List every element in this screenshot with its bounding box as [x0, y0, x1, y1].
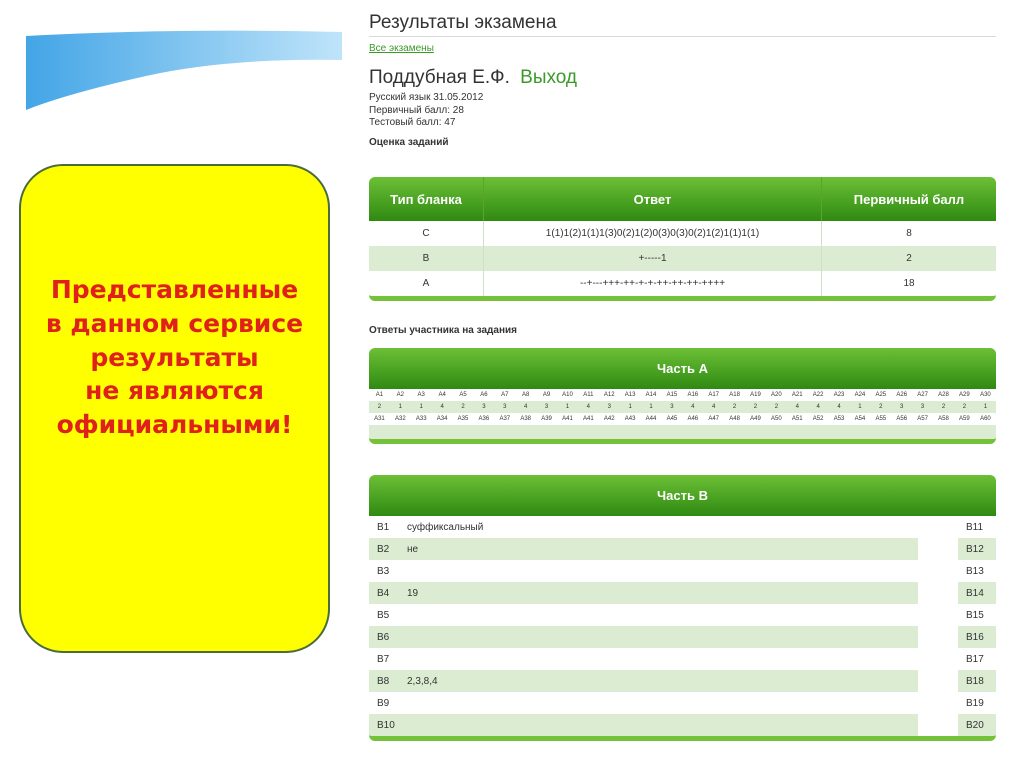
task-answer-cell: 1	[557, 401, 578, 413]
task-id-cell: B5	[369, 604, 407, 626]
task-id-cell: B3	[369, 560, 407, 582]
task-answer-cell	[407, 692, 918, 714]
task-answer-cell	[661, 425, 682, 439]
task-label-cell: A46	[682, 413, 703, 425]
task-label-cell: A57	[912, 413, 933, 425]
table-row	[369, 246, 996, 271]
part-b-table	[369, 475, 996, 741]
task-answer-cell: 2	[369, 401, 390, 413]
task-label-cell: A13	[620, 389, 641, 401]
part-a-labels-row	[369, 389, 996, 401]
task-answer-cell	[975, 425, 996, 439]
task-answer-cell: 4	[515, 401, 536, 413]
decorative-wave	[26, 28, 342, 110]
part-a-table	[369, 348, 996, 444]
task-answer-cell: 4	[432, 401, 453, 413]
task-label-cell: A18	[724, 389, 745, 401]
task-answer-cell: 3	[599, 401, 620, 413]
task-label-cell: A51	[787, 413, 808, 425]
task-answer-cell: 2	[870, 401, 891, 413]
all-exams-link[interactable]: Все экзамены	[369, 43, 434, 54]
task-id-cell: B2	[369, 538, 407, 560]
logout-link[interactable]: Выход	[520, 67, 578, 88]
notice-text: Представленные в данном сервисе результаты не являются официальными!	[45, 275, 304, 440]
task-id-cell: B7	[369, 648, 407, 670]
task-answer-cell: 2	[724, 401, 745, 413]
user-line	[369, 67, 996, 89]
task-label-cell: A42	[599, 413, 620, 425]
task-label-cell: A58	[933, 413, 954, 425]
subject-date: Русский язык 31.05.2012	[369, 92, 484, 103]
form-type-cell: B	[369, 246, 484, 271]
task-label-cell: A41	[578, 413, 599, 425]
table-row	[369, 221, 996, 246]
answer-cell: +-----1	[484, 246, 822, 271]
task-answer-cell: 3	[912, 401, 933, 413]
column-gap	[918, 516, 958, 538]
task-id-cell: B12	[958, 538, 996, 560]
task-label-cell: A22	[808, 389, 829, 401]
task-answer-cell	[912, 425, 933, 439]
task-answer-cell: 4	[808, 401, 829, 413]
part-a-values-row-2	[369, 425, 996, 439]
column-gap	[918, 714, 958, 736]
task-answer-cell	[407, 560, 918, 582]
page-title: Результаты экзамена	[369, 9, 996, 37]
column-gap	[918, 604, 958, 626]
table-row	[369, 604, 996, 626]
table-row	[369, 271, 996, 296]
task-answer-cell: 1	[641, 401, 662, 413]
task-id-cell: B16	[958, 626, 996, 648]
task-label-cell: A12	[599, 389, 620, 401]
task-answer-cell: 2,3,8,4	[407, 670, 918, 692]
task-answer-cell	[620, 425, 641, 439]
task-label-cell: A19	[745, 389, 766, 401]
task-label-cell: A50	[766, 413, 787, 425]
task-answer-cell	[515, 425, 536, 439]
table-row	[369, 692, 996, 714]
task-answer-cell: 2	[954, 401, 975, 413]
task-label-cell: A14	[641, 389, 662, 401]
task-label-cell: A5	[453, 389, 474, 401]
task-label-cell: A17	[703, 389, 724, 401]
task-id-cell: B11	[958, 516, 996, 538]
task-label-cell: A43	[620, 413, 641, 425]
task-answer-cell	[849, 425, 870, 439]
table-row	[369, 714, 996, 736]
task-answer-cell	[724, 425, 745, 439]
part-a-values-row	[369, 401, 996, 413]
task-answer-cell	[407, 604, 918, 626]
task-label-cell: A11	[578, 389, 599, 401]
task-label-cell: A7	[494, 389, 515, 401]
task-answer-cell	[787, 425, 808, 439]
task-answer-cell	[494, 425, 515, 439]
task-label-cell: A37	[494, 413, 515, 425]
task-label-cell: A45	[661, 413, 682, 425]
table-row	[369, 670, 996, 692]
task-answer-cell: 1	[849, 401, 870, 413]
task-label-cell: A33	[411, 413, 432, 425]
column-gap	[918, 692, 958, 714]
score-cell: 18	[822, 271, 997, 296]
table-row	[369, 560, 996, 582]
column-gap	[918, 560, 958, 582]
task-answer-cell	[432, 425, 453, 439]
table-row	[369, 582, 996, 604]
score-cell: 2	[822, 246, 997, 271]
table-row	[369, 538, 996, 560]
task-answer-cell: 4	[703, 401, 724, 413]
table-row	[369, 516, 996, 538]
task-answer-cell: 4	[829, 401, 850, 413]
form-type-cell: A	[369, 271, 484, 296]
task-answer-cell: 1	[390, 401, 411, 413]
task-answer-cell: 3	[891, 401, 912, 413]
task-label-cell: A10	[557, 389, 578, 401]
answer-cell: --+---+++-++-+-+-++-++-++-++++	[484, 271, 822, 296]
task-answer-cell	[954, 425, 975, 439]
task-answer-cell	[891, 425, 912, 439]
task-answer-cell	[390, 425, 411, 439]
task-label-cell: A53	[829, 413, 850, 425]
task-label-cell: A36	[473, 413, 494, 425]
task-answer-cell: 4	[787, 401, 808, 413]
task-id-cell: B9	[369, 692, 407, 714]
task-label-cell: A54	[849, 413, 870, 425]
task-answer-cell	[578, 425, 599, 439]
task-label-cell: A2	[390, 389, 411, 401]
task-answer-cell: 3	[661, 401, 682, 413]
col-form-type: Тип бланка	[390, 191, 462, 207]
task-id-cell: B20	[958, 714, 996, 736]
task-label-cell: A25	[870, 389, 891, 401]
task-answer-cell: 1	[975, 401, 996, 413]
task-answer-cell	[703, 425, 724, 439]
task-id-cell: B19	[958, 692, 996, 714]
task-label-cell: A6	[473, 389, 494, 401]
task-answer-cell: 3	[473, 401, 494, 413]
task-label-cell: A52	[808, 413, 829, 425]
task-label-cell: A4	[432, 389, 453, 401]
task-label-cell: A31	[369, 413, 390, 425]
task-answer-cell: 2	[453, 401, 474, 413]
test-score: Тестовый балл: 47	[369, 117, 456, 128]
task-answer-cell	[766, 425, 787, 439]
task-answer-cell: 19	[407, 582, 918, 604]
task-id-cell: B13	[958, 560, 996, 582]
task-label-cell: A16	[682, 389, 703, 401]
task-id-cell: B1	[369, 516, 407, 538]
column-gap	[918, 670, 958, 692]
task-label-cell: A34	[432, 413, 453, 425]
part-a-labels-row-2	[369, 413, 996, 425]
task-label-cell: A47	[703, 413, 724, 425]
user-name: Поддубная Е.Ф.	[369, 67, 510, 88]
col-primary-score: Первичный балл	[822, 177, 997, 221]
task-id-cell: B15	[958, 604, 996, 626]
task-label-cell: A15	[661, 389, 682, 401]
task-label-cell: A55	[870, 413, 891, 425]
task-answer-cell	[536, 425, 557, 439]
task-answer-cell	[870, 425, 891, 439]
task-answer-cell: суффиксальный	[407, 516, 918, 538]
task-label-cell: A9	[536, 389, 557, 401]
task-answer-cell: 4	[578, 401, 599, 413]
task-label-cell: A48	[724, 413, 745, 425]
task-answer-cell: 3	[494, 401, 515, 413]
task-answer-cell	[407, 648, 918, 670]
task-answer-cell	[557, 425, 578, 439]
task-answer-cell: 1	[620, 401, 641, 413]
table-row	[369, 648, 996, 670]
task-id-cell: B18	[958, 670, 996, 692]
task-answer-cell	[745, 425, 766, 439]
task-answer-cell	[407, 714, 918, 736]
primary-score: Первичный балл: 28	[369, 104, 464, 116]
task-answer-cell	[411, 425, 432, 439]
task-label-cell: A28	[933, 389, 954, 401]
task-label-cell: A59	[954, 413, 975, 425]
task-label-cell: A41	[557, 413, 578, 425]
task-label-cell: A27	[912, 389, 933, 401]
task-answer-cell: 2	[745, 401, 766, 413]
task-answer-cell	[933, 425, 954, 439]
form-type-cell: C	[369, 221, 484, 246]
task-answer-cell	[829, 425, 850, 439]
task-id-cell: B10	[369, 714, 407, 736]
part-a-title: Часть А	[369, 348, 996, 389]
task-answer-cell	[473, 425, 494, 439]
task-answer-cell: 1	[411, 401, 432, 413]
column-gap	[918, 648, 958, 670]
task-id-cell: B8	[369, 670, 407, 692]
task-label-cell: A1	[369, 389, 390, 401]
unofficial-notice	[19, 164, 330, 653]
task-answer-cell	[682, 425, 703, 439]
task-label-cell: A29	[954, 389, 975, 401]
table-row	[369, 626, 996, 648]
task-id-cell: B14	[958, 582, 996, 604]
task-label-cell: A24	[849, 389, 870, 401]
task-answer-cell: 2	[933, 401, 954, 413]
task-answer-cell	[808, 425, 829, 439]
task-answer-cell	[599, 425, 620, 439]
task-answer-cell: не	[407, 538, 918, 560]
task-label-cell: A60	[975, 413, 996, 425]
exam-info	[369, 92, 996, 130]
score-cell: 8	[822, 221, 997, 246]
task-label-cell: A20	[766, 389, 787, 401]
task-id-cell: B17	[958, 648, 996, 670]
task-label-cell: A35	[453, 413, 474, 425]
task-answer-cell	[369, 425, 390, 439]
task-id-cell: B6	[369, 626, 407, 648]
task-label-cell: A30	[975, 389, 996, 401]
col-answer: Ответ	[484, 177, 822, 221]
task-label-cell: A26	[891, 389, 912, 401]
task-label-cell: A3	[411, 389, 432, 401]
task-label-cell: A38	[515, 413, 536, 425]
grades-heading: Оценка заданий	[369, 136, 449, 148]
task-answer-cell	[453, 425, 474, 439]
task-label-cell: A49	[745, 413, 766, 425]
answers-heading: Ответы участника на задания	[369, 325, 517, 336]
column-gap	[918, 626, 958, 648]
task-label-cell: A23	[829, 389, 850, 401]
task-label-cell: A21	[787, 389, 808, 401]
part-b-title: Часть B	[369, 475, 996, 516]
task-id-cell: B4	[369, 582, 407, 604]
task-label-cell: A56	[891, 413, 912, 425]
task-answer-cell: 3	[536, 401, 557, 413]
task-label-cell: A44	[641, 413, 662, 425]
column-gap	[918, 582, 958, 604]
task-label-cell: A8	[515, 389, 536, 401]
task-answer-cell	[641, 425, 662, 439]
task-answer-cell: 2	[766, 401, 787, 413]
task-label-cell: A39	[536, 413, 557, 425]
task-label-cell: A32	[390, 413, 411, 425]
results-panel	[369, 0, 996, 731]
column-gap	[918, 538, 958, 560]
grades-table	[369, 177, 996, 301]
task-answer-cell: 4	[682, 401, 703, 413]
task-answer-cell	[407, 626, 918, 648]
answer-cell: 1(1)1(2)1(1)1(3)0(2)1(2)0(3)0(3)0(2)1(2)1(1)1(1)	[484, 221, 822, 246]
